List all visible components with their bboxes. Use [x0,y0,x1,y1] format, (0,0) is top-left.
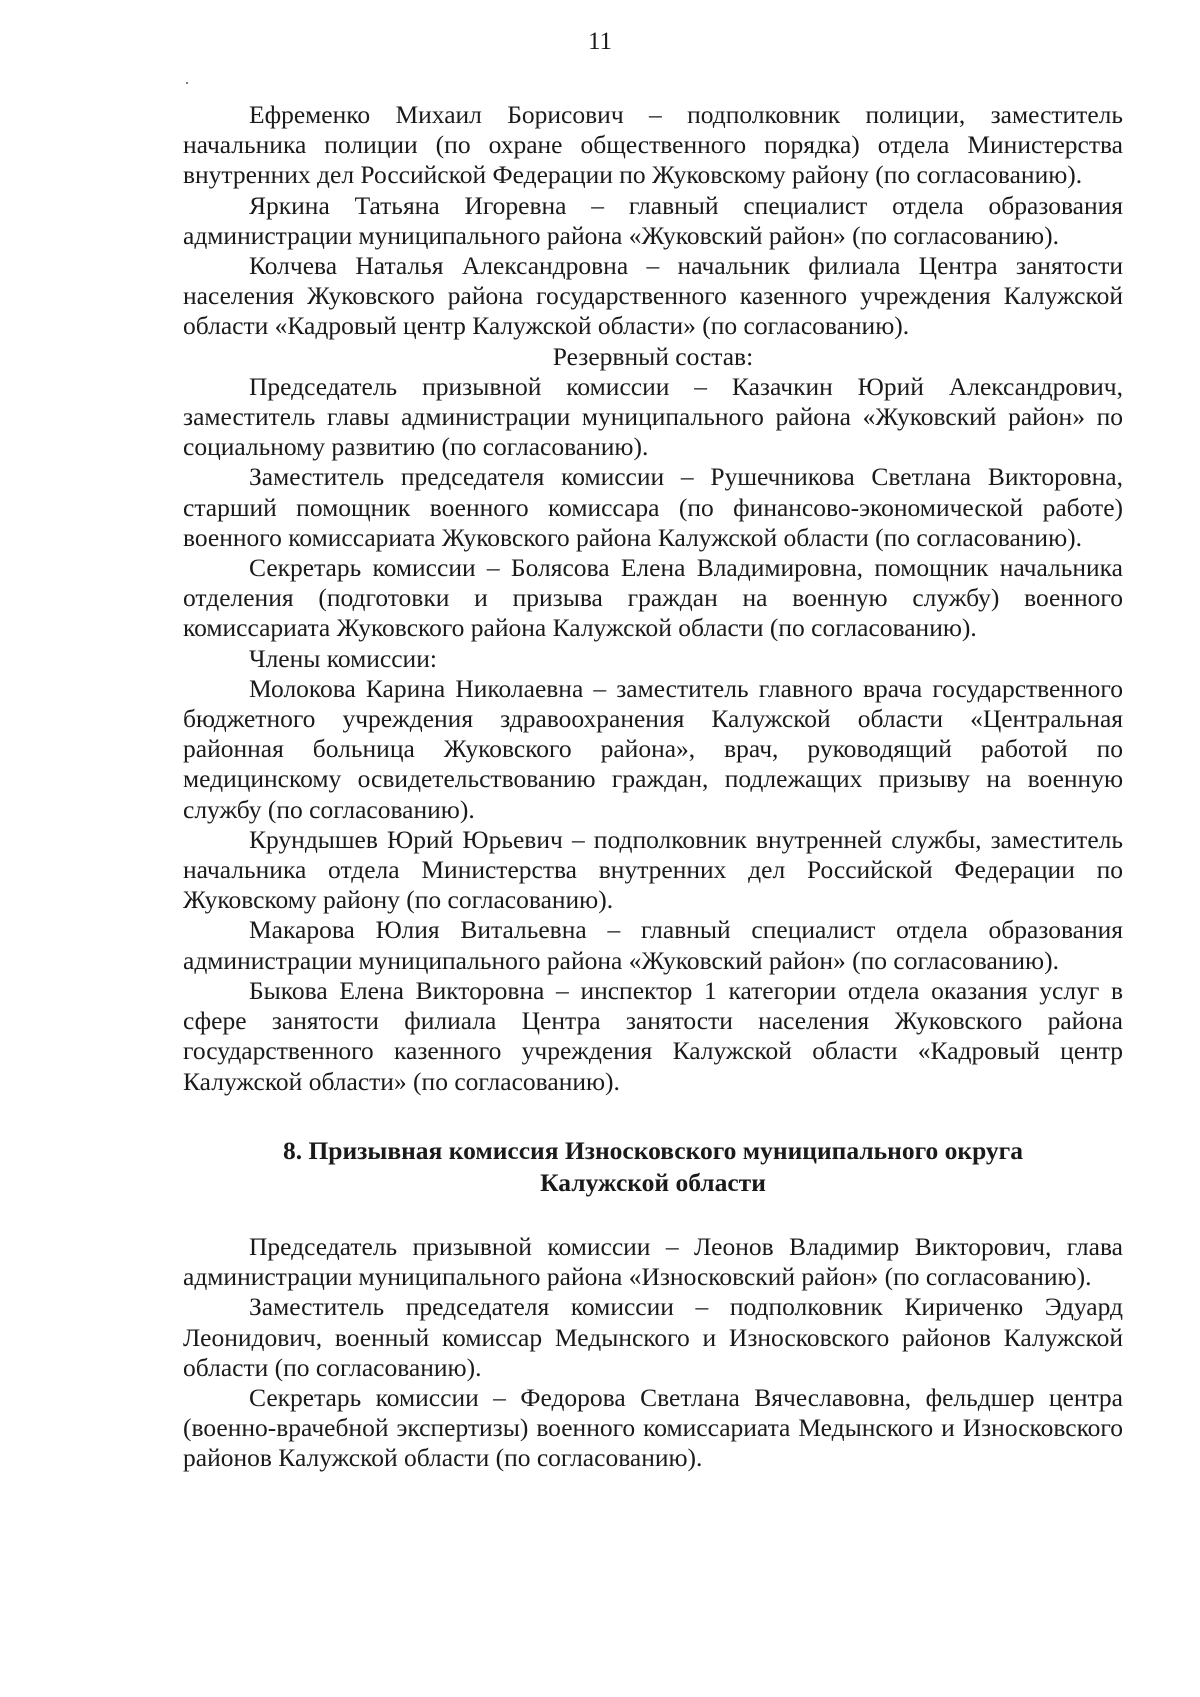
paragraph-fedorova: Секретарь комиссии – Федорова Светлана Вячеславовна, фельдшер центра (военно-врачебной экспертизы) военного комиссариата Медынского и Износковского районов Калужской области (по согласованию). [183,1383,1123,1473]
members-label: Члены комиссии: [249,643,437,673]
paragraph-bolyasova: Секретарь комиссии – Болясова Елена Владимировна, помощник начальника отделения (подготовки и призыва граждан на военную службу) военного комиссариата Жуковского района Калужской области (по согласованию). [183,553,1123,643]
paragraph-kazachkin: Председатель призывной комиссии – Казачкин Юрий Александрович, заместитель главы администрации муниципального района «Жуковский район» по социальному развитию (по согласованию). [183,371,1123,462]
body-text-top [183,100,1123,1097]
reserve-composition-label: Резервный состав: [552,341,754,371]
paragraph-efremenko: Ефременко Михаил Борисович – подполковник полиции, заместитель начальника полиции (по охране общественного порядка) отдела Министерства внутренних дел Российской Федерации по Жуковскому району (по согласованию). [183,100,1123,190]
section-heading [183,1135,1123,1199]
page-number: 11 [587,28,613,55]
paragraph-molokova: Молокова Карина Николаевна – заместитель главного врача государственного бюджетного учреждения здравоохранения Калужской области «Центральная районная больница Жуковского района», врач, руководящий работой по медицинскому освидетельствованию граждан, подлежащих призыву на военную службу (по согласованию). [183,673,1123,824]
paragraph-bykova: Быкова Елена Викторовна – инспектор 1 категории отдела оказания услуг в сфере занятости филиала Центра занятости населения Жуковского района государственного казенного учреждения Калужской области «Кадровый центр Калужской области» (по согласованию). [183,975,1123,1096]
paragraph-yarkina: Яркина Татьяна Игоревна – главный специалист отдела образования администрации муниципального района «Жуковский район» (по согласованию). [183,190,1123,250]
scan-speck [186,82,188,84]
paragraph-makarova: Макарова Юлия Витальевна – главный специалист отдела образования администрации муниципального района «Жуковский район» (по согласованию). [183,915,1123,975]
paragraph-kirichenko: Заместитель председателя комиссии – подполковник Кириченко Эдуард Леонидович, военный комиссар Медынского и Износковского районов Калужской области (по согласованию). [183,1292,1123,1382]
paragraph-kolcheva: Колчева Наталья Александровна – начальник филиала Центра занятости населения Жуковского района государственного казенного учреждения Калужской области «Кадровый центр Калужской области» (по согласованию). [183,251,1123,341]
paragraph-krundyshev: Крундышев Юрий Юрьевич – подполковник внутренней службы, заместитель начальника отдела Министерства внутренних дел Российской Федерации по Жуковскому району (по согласованию). [183,824,1123,915]
section-heading-line-2: Калужской области [540,1168,766,1197]
body-text-bottom [183,1232,1123,1474]
section-heading-line-1: 8. Призывная комиссия Износковского муниципального округа [282,1136,1024,1165]
paragraph-rushechnikova: Заместитель председателя комиссии – Рушечникова Светлана Викторовна, старший помощник военного комиссара (по финансово-экономической работе) военного комиссариата Жуковского района Калужской области (по согласованию). [183,462,1123,552]
paragraph-leonov: Председатель призывной комиссии – Леонов Владимир Викторович, глава администрации муниципального района «Износковский район» (по согласованию). [183,1232,1123,1292]
